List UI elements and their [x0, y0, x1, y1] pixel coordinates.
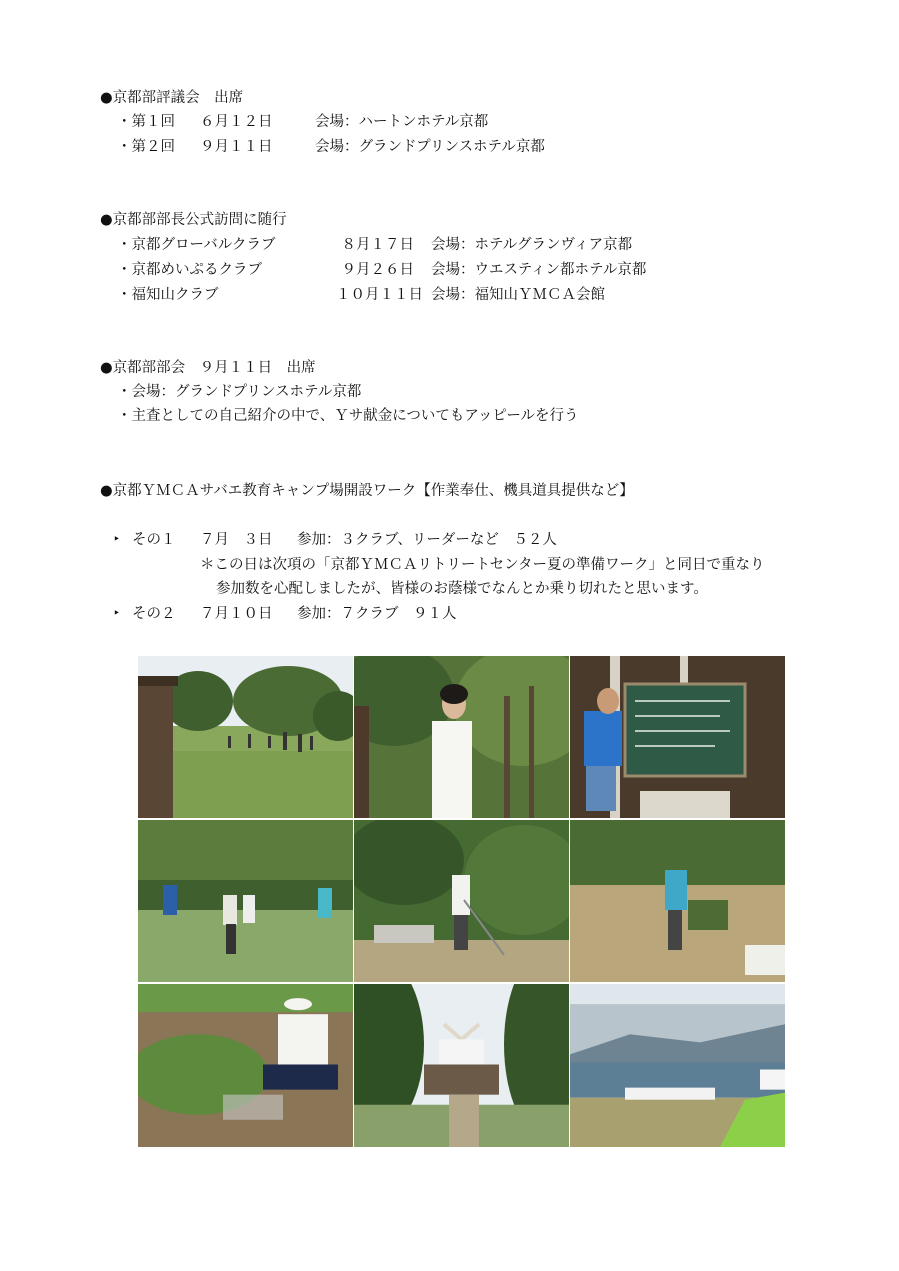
photo-camp-field-group	[138, 656, 353, 818]
council-item-2	[117, 140, 545, 155]
council-item-label: ・第２回	[117, 139, 175, 155]
council-item-venue: 会場：ハートンホテル京都	[315, 114, 489, 130]
council-heading: ●京都部評議会 出席	[100, 90, 244, 106]
triangle-bullet-icon: ‣	[113, 606, 121, 620]
council-item-date: ６月１２日	[200, 114, 273, 130]
visit-date: ８月１７日	[341, 237, 414, 253]
camp-item-label: その１	[132, 532, 176, 548]
camp-heading: ●京都ＹＭＣＡサバエ教育キャンプ場開設ワーク【作業奉仕、機具道具提供など】	[100, 483, 634, 499]
camp-item-2	[113, 607, 457, 622]
camp-item-label: その２	[132, 606, 176, 622]
council-item-venue: 会場：グランドプリンスホテル京都	[315, 139, 545, 155]
photo-trimmer-work	[354, 820, 569, 982]
photo-blackboard-briefing	[570, 656, 785, 818]
council-item-1	[117, 115, 488, 130]
visit-date: ９月２６日	[341, 262, 414, 278]
photo-camp-gate	[354, 984, 569, 1147]
camp-item-date: ７月１０日	[200, 606, 273, 622]
camp-item-date: ７月 ３日	[200, 532, 273, 548]
photo-wheelbarrow	[570, 820, 785, 982]
camp-item-detail: 参加：３クラブ、リーダーなど ５２人	[297, 532, 557, 548]
meeting-heading: ●京都部部会 ９月１１日 出席	[100, 360, 316, 376]
photo-lake-view	[570, 984, 785, 1147]
visit-club: ・京都グローバルクラブ	[117, 237, 276, 253]
visit-venue: 会場：ホテルグランヴィア京都	[431, 237, 633, 253]
visit-item-2	[117, 263, 646, 278]
photo-grass-cutting-team	[138, 820, 353, 982]
visit-item-3	[117, 288, 605, 303]
visit-venue: 会場：福知山ＹＭＣＡ会館	[431, 287, 605, 303]
visit-date: １０月１１日	[336, 287, 423, 303]
visit-club: ・京都めいぷるクラブ	[117, 262, 262, 278]
photo-brush-clearing	[138, 984, 353, 1147]
visit-club: ・福知山クラブ	[117, 287, 219, 303]
meeting-item-appeal: ・主査としての自己紹介の中で、Ｙサ献金についてもアッピールを行う	[117, 408, 579, 424]
visit-item-1	[117, 238, 632, 253]
council-item-date: ９月１１日	[200, 139, 273, 155]
photo-grid	[138, 656, 785, 1147]
council-item-label: ・第１回	[117, 114, 175, 130]
camp-note-line-2: 参加数を心配しましたが、皆様のお蔭様でなんとか乗り切れたと思います。	[216, 581, 708, 597]
visits-heading: ●京都部部長公式訪問に随行	[100, 212, 287, 228]
camp-item-detail: 参加：７クラブ ９１人	[297, 606, 457, 622]
triangle-bullet-icon: ‣	[113, 532, 121, 546]
camp-note-line-1: ＊この日は次項の「京都ＹＭＣＡリトリートセンター夏の準備ワーク」と同日で重なり	[200, 557, 765, 573]
visit-venue: 会場：ウエスティン都ホテル京都	[431, 262, 647, 278]
meeting-item-venue: ・会場：グランドプリンスホテル京都	[117, 384, 362, 400]
photo-leader-in-forest	[354, 656, 569, 818]
camp-item-1	[113, 533, 557, 548]
